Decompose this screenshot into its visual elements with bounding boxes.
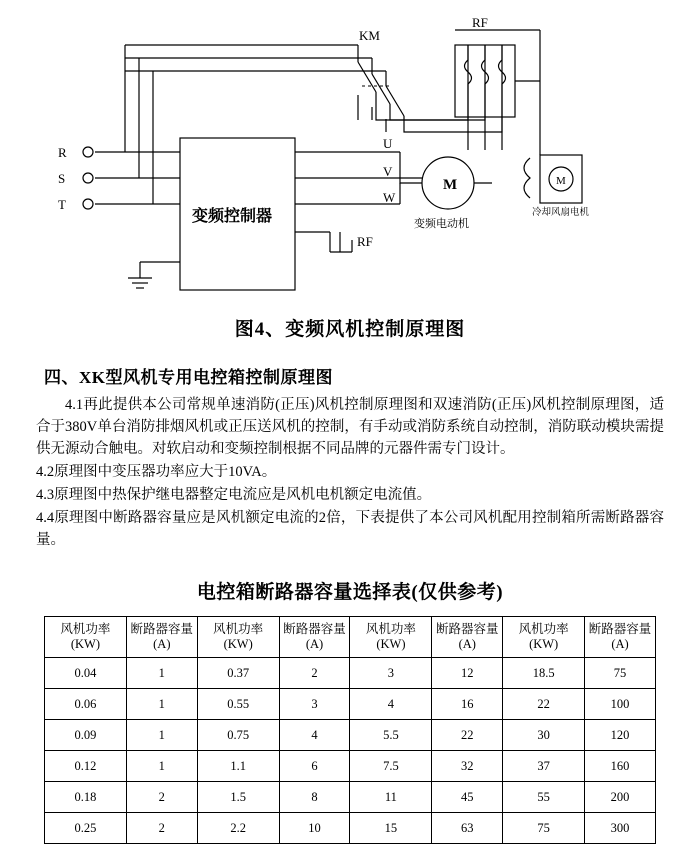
header-line-2: (KW) <box>376 637 406 652</box>
table-cell: 1.5 <box>197 782 279 813</box>
table-row <box>45 782 656 813</box>
label-km: KM <box>359 28 380 43</box>
table-header-cell <box>585 617 656 658</box>
paragraph-4-1: 4.1再此提供本公司常规单速消防(正压)风机控制原理图和双速消防(正压)风机控制原理图，适合于380V单台消防排烟风机或正压送风机的控制，有手动或消防系统自动控制，消防联动模块需提供无源动合触电。对软启动和变频控制根据不同品牌的元器件需专门设计。 <box>36 397 664 458</box>
table-cell: 11 <box>350 782 432 813</box>
table-cell: 12 <box>432 658 503 689</box>
table-cell: 4 <box>279 720 350 751</box>
table-cell: 0.55 <box>197 689 279 720</box>
header-line-1: 风机功率 <box>213 622 264 637</box>
header-line-1: 断路器容量 <box>283 622 346 637</box>
wiring-diagram-figure <box>0 0 700 310</box>
header-line-1: 风机功率 <box>518 622 569 637</box>
table-cell: 22 <box>503 689 585 720</box>
table-cell: 5.5 <box>350 720 432 751</box>
table-cell: 0.09 <box>45 720 127 751</box>
label-output-u: U <box>383 136 393 151</box>
paragraph-4-2: 4.2原理图中变压器功率应大于10VA。 <box>36 464 277 481</box>
table-cell: 75 <box>503 813 585 844</box>
table-row <box>45 813 656 844</box>
table-cell: 200 <box>585 782 656 813</box>
table-cell: 63 <box>432 813 503 844</box>
table-cell: 1 <box>126 751 197 782</box>
table-header-row <box>45 617 656 658</box>
label-phase-t: T <box>58 197 66 212</box>
table-row <box>45 658 656 689</box>
table-cell: 1 <box>126 689 197 720</box>
table-cell: 16 <box>432 689 503 720</box>
table-row <box>45 720 656 751</box>
header-line-2: (A) <box>458 637 476 652</box>
header-line-1: 断路器容量 <box>588 622 652 637</box>
table-cell: 22 <box>432 720 503 751</box>
table-cell: 10 <box>279 813 350 844</box>
table-cell: 7.5 <box>350 751 432 782</box>
table-cell: 1.1 <box>197 751 279 782</box>
table-cell: 0.75 <box>197 720 279 751</box>
table-cell: 3 <box>350 658 432 689</box>
table-header-cell <box>432 617 503 658</box>
table-row <box>45 689 656 720</box>
table-header-cell <box>279 617 350 658</box>
table-cell: 300 <box>585 813 656 844</box>
label-rf-top: RF <box>472 15 488 30</box>
table-cell: 0.37 <box>197 658 279 689</box>
label-phase-r: R <box>58 145 67 160</box>
wiring-diagram-svg <box>0 0 700 310</box>
table-cell: 32 <box>432 751 503 782</box>
table-cell: 37 <box>503 751 585 782</box>
table-cell: 8 <box>279 782 350 813</box>
label-rf-bottom: RF <box>357 234 373 249</box>
table-header-cell <box>503 617 585 658</box>
table-cell: 4 <box>350 689 432 720</box>
table-cell: 2.2 <box>197 813 279 844</box>
table-cell: 2 <box>126 782 197 813</box>
header-line-2: (KW) <box>223 637 253 652</box>
table-cell: 15 <box>350 813 432 844</box>
table-cell: 75 <box>585 658 656 689</box>
table-cell: 0.04 <box>45 658 127 689</box>
table-cell: 3 <box>279 689 350 720</box>
table-cell: 55 <box>503 782 585 813</box>
header-line-2: (A) <box>611 637 629 652</box>
paragraph-4-3: 4.3原理图中热保护继电器整定电流应是风机电机额定电流值。 <box>36 487 432 504</box>
label-phase-s: S <box>58 171 66 186</box>
table-header-cell <box>197 617 279 658</box>
header-line-2: (A) <box>153 637 171 652</box>
header-line-1: 断路器容量 <box>436 622 499 637</box>
table-cell: 120 <box>585 720 656 751</box>
table-title: 电控箱断路器容量选择表(仅供参考) <box>196 582 504 604</box>
label-fan-motor-letter: M <box>556 175 566 187</box>
table-row <box>45 751 656 782</box>
header-line-1: 风机功率 <box>60 622 111 637</box>
table-cell: 30 <box>503 720 585 751</box>
header-line-1: 断路器容量 <box>130 622 194 637</box>
label-motor-letter: M <box>443 177 458 193</box>
table-cell: 6 <box>279 751 350 782</box>
label-fan-motor: 冷却风扇电机 <box>532 207 590 218</box>
table-cell: 1 <box>126 720 197 751</box>
table-cell: 45 <box>432 782 503 813</box>
table-header-cell <box>45 617 127 658</box>
table-cell: 160 <box>585 751 656 782</box>
label-output-v: V <box>383 164 393 179</box>
table-header-cell <box>126 617 197 658</box>
table-cell: 0.12 <box>45 751 127 782</box>
header-line-2: (A) <box>305 637 324 652</box>
header-line-1: 风机功率 <box>365 622 416 637</box>
paragraph-4-4: 4.4原理图中断路器容量应是风机额定电流的2倍，下表提供了本公司风机配用控制箱所需断路器容量。 <box>36 510 664 549</box>
table-cell: 1 <box>126 658 197 689</box>
header-line-2: (KW) <box>70 637 101 652</box>
label-output-w: W <box>383 190 396 205</box>
table-cell: 2 <box>279 658 350 689</box>
table-cell: 18.5 <box>503 658 585 689</box>
label-controller: 变频控制器 <box>192 208 273 225</box>
header-line-2: (KW) <box>529 637 559 652</box>
figure-caption: 图4、变频风机控制原理图 <box>234 319 466 340</box>
section-body <box>36 394 664 551</box>
table-cell: 0.06 <box>45 689 127 720</box>
section-heading: 四、XK型风机专用电控箱控制原理图 <box>44 368 333 387</box>
breaker-capacity-table <box>44 616 656 844</box>
label-motor: 变频电动机 <box>414 218 469 230</box>
table-header-cell <box>350 617 432 658</box>
table-cell: 0.18 <box>45 782 127 813</box>
table-cell: 100 <box>585 689 656 720</box>
table-cell: 0.25 <box>45 813 127 844</box>
table-cell: 2 <box>126 813 197 844</box>
